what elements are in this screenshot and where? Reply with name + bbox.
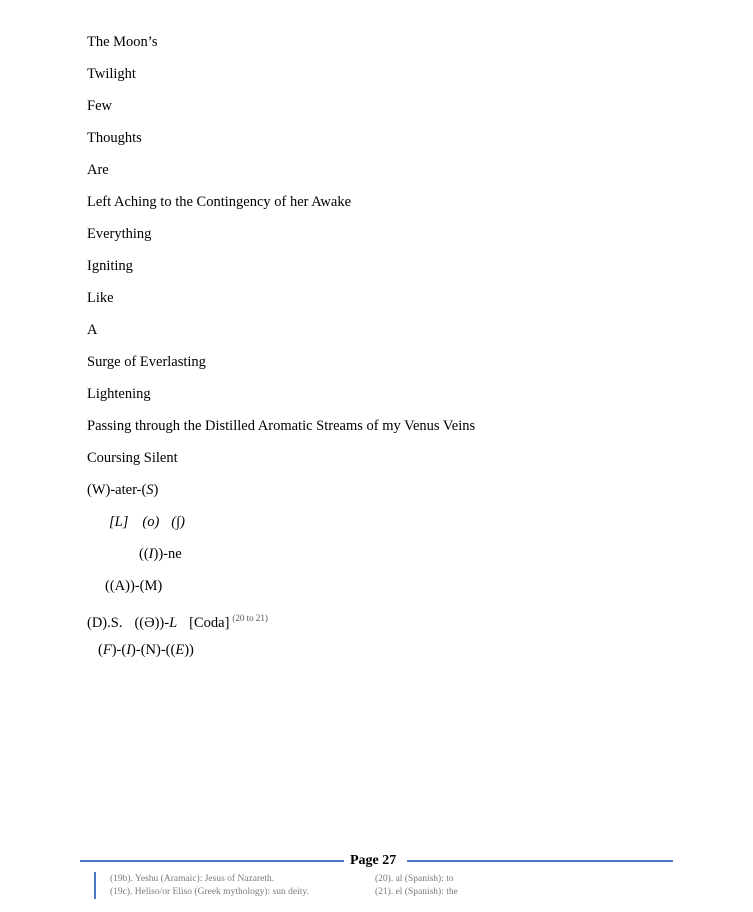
footnote: (21). el (Spanish): the [375, 887, 458, 897]
poem-line-final [98, 641, 194, 659]
one-part: ))-ne [153, 546, 182, 562]
poem-line-symbols [109, 513, 185, 531]
poem-line-am: ((A))-(M) [105, 578, 163, 594]
footnote: (19c). Heliso/or Eliso (Greek mythology): sun deity. [110, 887, 309, 897]
poem-line: Are [87, 162, 109, 178]
final-part: F [102, 642, 112, 658]
page-number: Page 27 [350, 853, 397, 868]
poem-line: Like [87, 290, 114, 306]
final-part: E [175, 642, 185, 658]
footnote: (19b). Yeshu (Aramaic): Jesus of Nazareth. [110, 874, 275, 884]
footer-rule-left [80, 860, 344, 862]
poem-line: Lightening [87, 386, 151, 402]
poem-line: A [87, 322, 98, 338]
water-part: ) [153, 482, 159, 498]
poem-line: Igniting [87, 258, 133, 274]
water-part: (W)-ater-( [87, 482, 147, 498]
symbol-l: [L] [109, 514, 129, 530]
final-part: )-( [111, 642, 127, 658]
poem-line: Few [87, 98, 112, 114]
poem-line-water [87, 481, 158, 499]
footer-rule-right [407, 860, 673, 862]
final-part: )) [184, 642, 194, 658]
poem-line: Left Aching to the Contingency of her Awake [87, 194, 352, 210]
poem-line: Twilight [87, 66, 136, 82]
footnote-bar [94, 872, 96, 899]
final-part: ( [98, 642, 103, 658]
footnote: (20). al (Spanish): to [375, 874, 454, 884]
one-part: (( [139, 546, 149, 562]
one-part: I [148, 546, 154, 562]
poem-line: The Moon’s [87, 34, 158, 50]
ds-part: L [169, 615, 178, 631]
coda-label: [Coda] [189, 615, 230, 631]
ds-part: ((Ə))- [134, 615, 170, 631]
ds-part: (D).S. [87, 615, 123, 631]
symbol-o: (o) [142, 514, 160, 530]
poem-line: Thoughts [87, 130, 142, 146]
poem-line-ds [87, 609, 268, 632]
poem-line: Passing through the Distilled Aromatic Streams of my Venus Veins [87, 418, 476, 434]
final-part: I [126, 642, 132, 658]
final-part: )-(N)-(( [131, 642, 176, 658]
symbol-integral: (∫) [171, 514, 185, 530]
poem-line: Coursing Silent [87, 450, 178, 466]
water-part: S [146, 482, 154, 498]
footnote-ref: (20 to 21) [232, 613, 268, 623]
poem-line-one [139, 545, 182, 563]
poem-line: Everything [87, 226, 152, 242]
poem-line: Surge of Everlasting [87, 354, 206, 370]
